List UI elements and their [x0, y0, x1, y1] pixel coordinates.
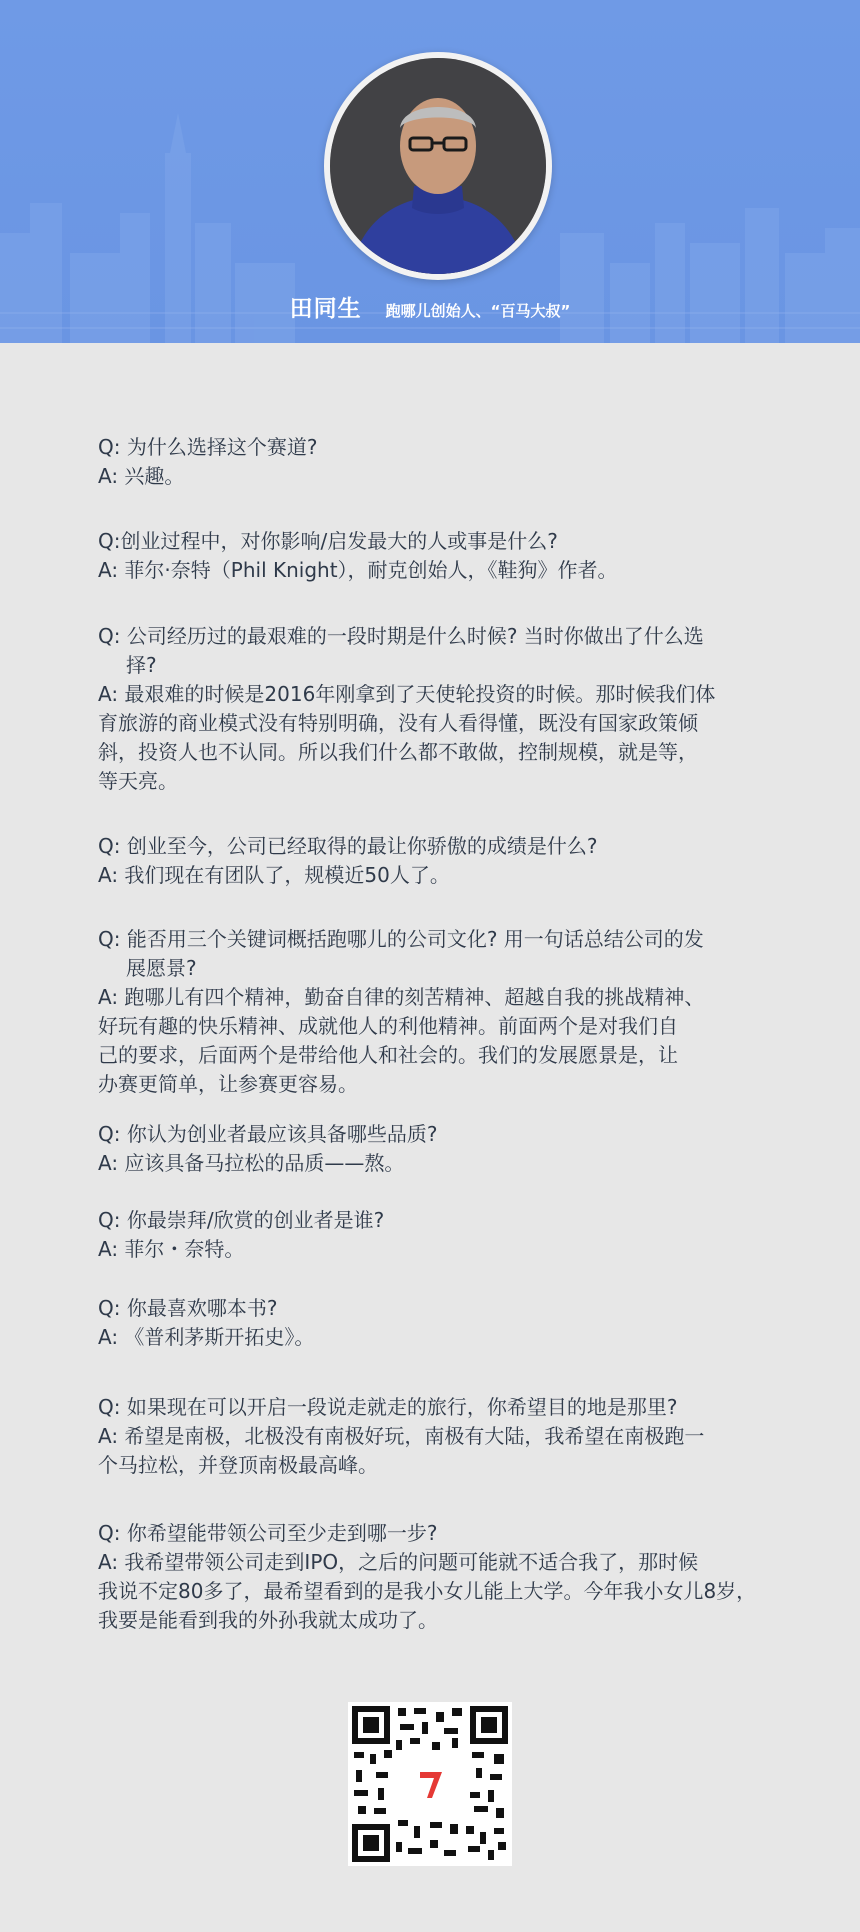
- answer: A: 应该具备马拉松的品质——熬。: [98, 1151, 405, 1175]
- qa-item-10: [98, 1519, 778, 1635]
- qr-code[interactable]: [348, 1702, 512, 1866]
- question: Q: 如果现在可以开启一段说走就走的旅行，你希望目的地是那里?: [98, 1395, 678, 1419]
- question: Q: 你认为创业者最应该具备哪些品质?: [98, 1122, 438, 1146]
- qa-item-4: [98, 832, 778, 890]
- answer-continued: 好玩有趣的快乐精神、成就他人的利他精神。前面两个是对我们自: [98, 1014, 678, 1038]
- answer: A: 《普利茅斯开拓史》。: [98, 1325, 315, 1349]
- question: Q: 创业至今，公司已经取得的最让你骄傲的成绩是什么?: [98, 834, 598, 858]
- answer-continued: 育旅游的商业模式没有特别明确，没有人看得懂，既没有国家政策倾: [98, 711, 698, 735]
- question: Q: 公司经历过的最艰难的一段时期是什么时候? 当时你做出了什么选: [98, 624, 704, 648]
- author-name: 田同生: [289, 296, 362, 322]
- answer: A: 跑哪儿有四个精神，勤奋自律的刻苦精神、超越自我的挑战精神、: [98, 985, 705, 1009]
- qa-item-6: [98, 1120, 778, 1178]
- qa-item-1: [98, 433, 778, 491]
- answer: A: 希望是南极，北极没有南极好玩，南极有大陆，我希望在南极跑一: [98, 1424, 705, 1448]
- qa-item-8: [98, 1294, 778, 1352]
- answer-continued: 我说不定80多了，最希望看到的是我小女儿能上大学。今年我小女儿8岁，: [98, 1579, 757, 1603]
- qa-item-2: [98, 527, 778, 585]
- answer: A: 我希望带领公司走到IPO，之后的问题可能就不适合我了，那时候: [98, 1550, 699, 1574]
- answer: A: 菲尔・奈特。: [98, 1237, 245, 1261]
- author-title: 跑哪儿创始人、“百马大叔”: [385, 302, 571, 320]
- answer-continued: 己的要求，后面两个是带给他人和社会的。我们的发展愿景是，让: [98, 1043, 678, 1067]
- question-continued: 展愿景?: [126, 956, 197, 980]
- answer-continued: 我要是能看到我的外孙我就太成功了。: [98, 1608, 438, 1632]
- author-line: [0, 290, 860, 323]
- qa-item-3: [98, 622, 778, 796]
- question: Q: 能否用三个关键词概括跑哪儿的公司文化? 用一句话总结公司的发: [98, 927, 704, 951]
- qa-item-9: [98, 1393, 778, 1480]
- answer-continued: 办赛更简单，让参赛更容易。: [98, 1072, 358, 1096]
- answer: A: 菲尔·奈特（Phil Knight），耐克创始人，《鞋狗》作者。: [98, 558, 618, 582]
- portrait-image: [330, 58, 546, 274]
- question: Q:创业过程中，对你影响/启发最大的人或事是什么?: [98, 529, 558, 553]
- answer: A: 我们现在有团队了，规模近50人了。: [98, 863, 450, 887]
- question: Q: 你最喜欢哪本书?: [98, 1296, 278, 1320]
- answer: A: 兴趣。: [98, 464, 185, 488]
- question-continued: 择?: [126, 653, 157, 677]
- qa-item-7: [98, 1206, 778, 1264]
- answer-continued: 斜，投资人也不认同。所以我们什么都不敢做，控制规模，就是等，: [98, 740, 698, 764]
- answer: A: 最艰难的时候是2016年刚拿到了天使轮投资的时候。那时候我们体: [98, 682, 716, 706]
- header-banner: [0, 0, 860, 343]
- answer-continued: 个马拉松，并登顶南极最高峰。: [98, 1453, 378, 1477]
- qr-code-graphic: [348, 1702, 512, 1866]
- question: Q: 你希望能带领公司至少走到哪一步?: [98, 1521, 438, 1545]
- question: Q: 你最崇拜/欣赏的创业者是谁?: [98, 1208, 385, 1232]
- answer-continued: 等天亮。: [98, 769, 178, 793]
- question: Q: 为什么选择这个赛道?: [98, 435, 318, 459]
- avatar: [324, 52, 552, 280]
- qa-item-5: [98, 925, 778, 1099]
